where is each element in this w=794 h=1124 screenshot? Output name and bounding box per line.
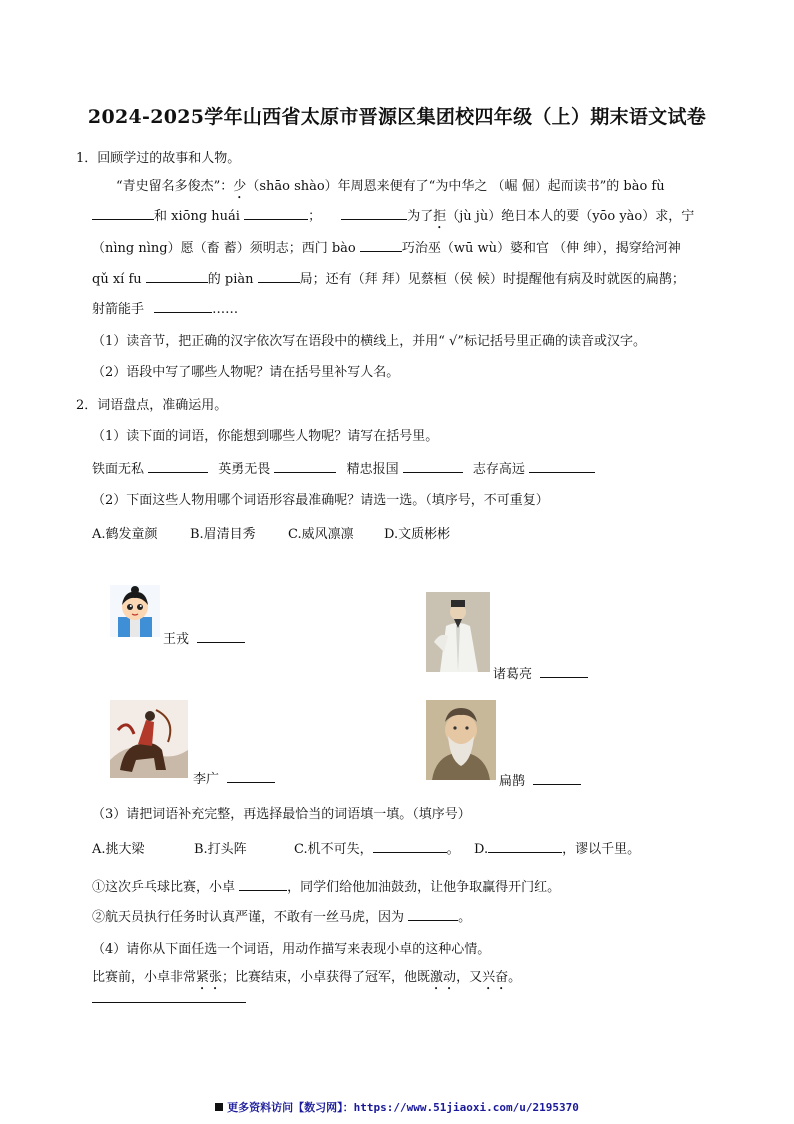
q1-l2-e: （jù jù）绝日本人的要（yōo yào）求，宁	[446, 209, 695, 224]
q1-sub2: （2）语段中写了哪些人物呢？请在括号里补写人名。	[92, 365, 400, 380]
answer-line[interactable]	[92, 1002, 246, 1003]
blank-quxifu[interactable]	[146, 270, 208, 283]
person-wangrong-label: 王戎	[163, 632, 190, 647]
flag-icon	[215, 1103, 223, 1111]
word-3: 精忠报国	[346, 462, 399, 477]
bianque-image	[426, 700, 496, 780]
blank-opt-d[interactable]	[488, 840, 562, 853]
option3-a: A.挑大梁	[92, 842, 145, 857]
wangrong-image	[110, 585, 160, 637]
q2-sub3: （3）请把词语补充完整，再选择最恰当的词语填一填。（填序号）	[92, 807, 471, 822]
option3-d-text: D.	[474, 842, 489, 857]
s1-b: ，同学们给他加油鼓劲，让他争取赢得开门红。	[287, 880, 561, 895]
option-a: A.鹤发童颜	[92, 527, 158, 542]
q1-l4c: 局；还有（拜 拜）见蔡桓（侯 候）时提醒他有病及时就医的扁鹊；	[299, 272, 685, 287]
person-liguang-label: 李广	[193, 772, 220, 787]
q1-line-2	[92, 205, 694, 232]
page-title: 2024-2025学年山西省太原市晋源区集团校四年级（上）期末语文试卷	[87, 106, 707, 128]
blank-bianque[interactable]	[533, 772, 581, 785]
option3-d-end: ，谬以千里。	[562, 842, 641, 857]
q1-l3b: 巧治巫（wū wù）婆和官 （伸 绅），揭穿给河神	[401, 241, 681, 256]
blank-word-1[interactable]	[148, 460, 208, 473]
s3-g: 。	[508, 970, 522, 985]
s3-a: 比赛前，小卓非常	[92, 970, 197, 985]
q1-sub1: （1）读音节，把正确的汉字依次写在语段中的横线上，并用“ √”标记括号里正确的读音或汉字。	[92, 334, 646, 349]
option-c: C.威风凛凛	[288, 527, 354, 542]
q1-l3: （nìng nìng）愿（畜 蓄）须明志；西门 bào	[92, 241, 356, 256]
s3-d: 激动	[430, 970, 457, 985]
option3-c-text: C.机不可失，	[294, 842, 373, 857]
option3-b: B.打头阵	[194, 842, 247, 857]
q1-l4b: 的 piàn	[207, 272, 254, 287]
blank-s2[interactable]	[408, 908, 458, 921]
q1-l2-a: 和 xiōng huái	[154, 209, 240, 224]
person-liguang	[193, 768, 275, 787]
blank-pian[interactable]	[258, 270, 300, 283]
option3-d	[474, 838, 640, 857]
q2-sentence-2	[92, 906, 471, 925]
s1-a: ①这次乒乓球比赛，小卓	[92, 880, 236, 895]
blank-archer[interactable]	[154, 300, 212, 313]
option-b: B.眉清目秀	[190, 527, 256, 542]
option-d: D.文质彬彬	[384, 527, 451, 542]
q1-stem: 1．回顾学过的故事和人物。	[76, 151, 241, 166]
q1-line-5	[92, 298, 238, 317]
q1-l2-c: 为了	[407, 209, 434, 224]
footer-text[interactable]: 更多资料访问【数习网】：https://www.51jiaoxi.com/u/2195370	[227, 1101, 579, 1114]
q1-line-4	[92, 268, 685, 287]
q1-l2-b: ；	[308, 209, 322, 224]
q1-l1-c: （shāo shào）年周恩来便有了“为中华之 （崛 倔）起而读书”的 bào fù	[246, 179, 665, 194]
q1-l2-d: 拒	[433, 209, 447, 224]
q2-sub1: （1）读下面的词语，你能想到哪些人物呢？请写在括号里。	[92, 429, 439, 444]
s2-b: 。	[458, 910, 472, 925]
footer	[0, 1099, 794, 1115]
q2-stem: 2．词语盘点，准确运用。	[76, 398, 228, 413]
blank-opt-c[interactable]	[373, 840, 447, 853]
q1-l1-b: 少	[233, 179, 247, 194]
person-bianque	[499, 770, 581, 789]
blank-2[interactable]	[341, 207, 407, 220]
q1-l4a: qǔ xí fu	[92, 272, 142, 287]
word-2: 英勇无畏	[218, 462, 271, 477]
blank-baofu[interactable]	[92, 207, 154, 220]
blank-word-2[interactable]	[274, 460, 336, 473]
q2-sub4: （4）请你从下面任选一个词语，用动作描写来表现小卓的这种心情。	[92, 942, 491, 957]
s3-c: ；比赛结束，小卓获得了冠军，他既	[222, 970, 431, 985]
person-wangrong	[163, 628, 245, 647]
blank-word-3[interactable]	[403, 460, 463, 473]
blank-bao[interactable]	[360, 239, 402, 252]
option3-c	[294, 838, 460, 857]
q1-line-1	[116, 175, 665, 202]
q2-word-row	[92, 458, 595, 477]
person-zhugeliang-label: 诸葛亮	[493, 667, 533, 682]
word-1: 铁面无私	[92, 462, 145, 477]
blank-xionghuai[interactable]	[244, 207, 308, 220]
q1-line-3	[92, 237, 681, 256]
q1-l5b: ……	[212, 302, 239, 317]
s3-f: 兴奋	[482, 970, 509, 985]
blank-word-4[interactable]	[529, 460, 595, 473]
zhugeliang-image	[426, 592, 490, 672]
blank-liguang[interactable]	[227, 770, 275, 783]
s2-a: ②航天员执行任务时认真严谨，不敢有一丝马虎，因为	[92, 910, 405, 925]
s3-b: 紧张	[196, 970, 223, 985]
q1-l1-a: “青史留名多俊杰”：	[116, 179, 234, 194]
option3-c-end: 。	[446, 842, 460, 857]
q2-sub2: （2）下面这些人物用哪个词语形容最准确呢？请选一选。（填序号，不可重复）	[92, 493, 549, 508]
q2-sentence-1	[92, 876, 560, 895]
q1-l5a: 射箭能手	[92, 302, 145, 317]
blank-zhugeliang[interactable]	[540, 665, 588, 678]
word-4: 志存高远	[472, 462, 525, 477]
person-bianque-label: 扁鹊	[499, 774, 526, 789]
liguang-image	[110, 700, 188, 778]
blank-s1[interactable]	[239, 878, 287, 891]
q2-sentence-3	[92, 966, 521, 993]
s3-e: ，又	[456, 970, 483, 985]
blank-wangrong[interactable]	[197, 630, 245, 643]
person-zhugeliang	[493, 663, 588, 682]
